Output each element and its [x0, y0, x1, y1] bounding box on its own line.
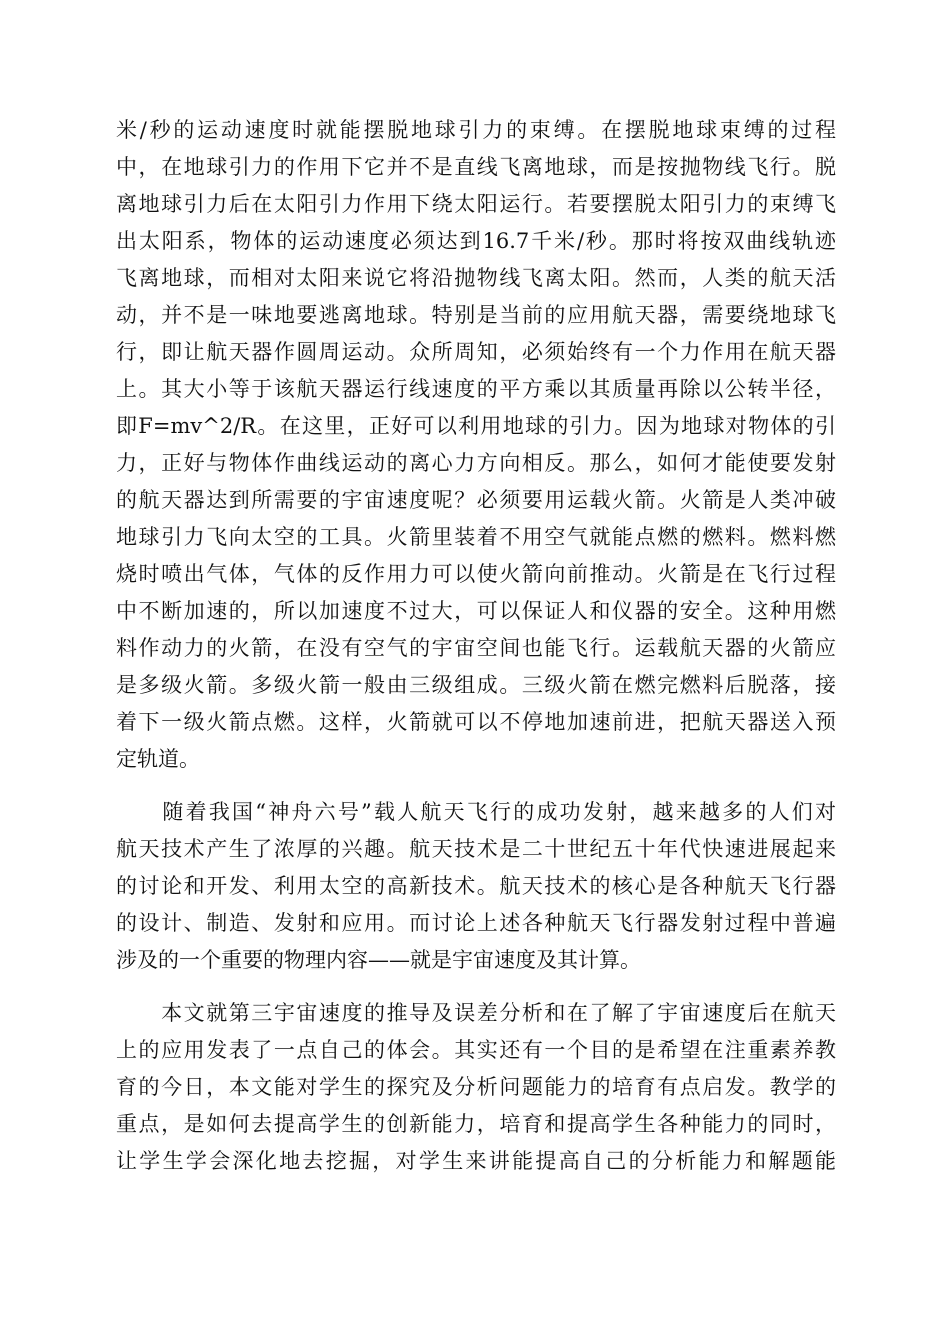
text-line: 上的应用发表了一点自己的体会。其实还有一个目的是希望在注重素养教: [116, 1038, 836, 1062]
text-line: 本文就第三宇宙速度的推导及误差分析和在了解了宇宙速度后在航天: [116, 1001, 836, 1025]
paragraph-spacer: [116, 979, 836, 995]
text-line: 的航天器达到所需要的宇宙速度呢？必须要用运载火箭。火箭是人类冲破: [116, 488, 836, 512]
text-line: 地球引力飞向太空的工具。火箭里装着不用空气就能点燃的燃料。燃料燃: [116, 525, 836, 549]
text-line: 中不断加速的，所以加速度不过大，可以保证人和仪器的安全。这种用燃: [116, 599, 836, 623]
paragraph-spacer: [116, 778, 836, 794]
text-line: 行，即让航天器作圆周运动。众所周知，必须始终有一个力作用在航天器: [116, 340, 836, 364]
text-line: 米/秒的运动速度时就能摆脱地球引力的束缚。在摆脱地球束缚的过程: [116, 118, 836, 142]
text-line: 离地球引力后在太阳引力作用下绕太阳运行。若要摆脱太阳引力的束缚飞: [116, 192, 836, 216]
document-body: [116, 112, 836, 1180]
text-line: 料作动力的火箭，在没有空气的宇宙空间也能飞行。运载航天器的火箭应: [116, 636, 836, 660]
text-line: 即F=mv^2/R。在这里，正好可以利用地球的引力。因为地球对物体的引: [116, 414, 836, 438]
text-line: 中，在地球引力的作用下它并不是直线飞离地球，而是按抛物线飞行。脱: [116, 155, 836, 179]
text-line: 是多级火箭。多级火箭一般由三级组成。三级火箭在燃完燃料后脱落，接: [116, 673, 836, 697]
paragraph-2: [116, 794, 836, 979]
text-line: 出太阳系，物体的运动速度必须达到16.7千米/秒。那时将按双曲线轨迹: [116, 229, 836, 253]
text-line: 力，正好与物体作曲线运动的离心力方向相反。那么，如何才能使要发射: [116, 451, 836, 475]
text-line: 定轨道。: [116, 747, 200, 771]
text-line: 飞离地球，而相对太阳来说它将沿抛物线飞离太阳。然而，人类的航天活: [116, 266, 836, 290]
text-line: 航天技术产生了浓厚的兴趣。航天技术是二十世纪五十年代快速进展起来: [116, 837, 836, 861]
text-line: 育的今日，本文能对学生的探究及分析问题能力的培育有点启发。教学的: [116, 1075, 836, 1099]
text-line: 着下一级火箭点燃。这样，火箭就可以不停地加速前进，把航天器送入预: [116, 710, 836, 734]
text-line: 让学生学会深化地去挖掘，对学生来讲能提高自己的分析能力和解题能: [116, 1149, 836, 1173]
paragraph-1: [116, 112, 836, 778]
text-line: 的设计、制造、发射和应用。而讨论上述各种航天飞行器发射过程中普遍: [116, 911, 836, 935]
text-line: 上。其大小等于该航天器运行线速度的平方乘以其质量再除以公转半径，: [116, 377, 836, 401]
text-line: 烧时喷出气体，气体的反作用力可以使火箭向前推动。火箭是在飞行过程: [116, 562, 836, 586]
text-line: 重点，是如何去提高学生的创新能力，培育和提高学生各种能力的同时，: [116, 1112, 836, 1136]
text-line: 随着我国“神舟六号”载人航天飞行的成功发射，越来越多的人们对: [116, 800, 836, 824]
text-line: 动，并不是一味地要逃离地球。特别是当前的应用航天器，需要绕地球飞: [116, 303, 836, 327]
text-line: 的讨论和开发、利用太空的高新技术。航天技术的核心是各种航天飞行器: [116, 874, 836, 898]
paragraph-3: [116, 995, 836, 1180]
text-line: 涉及的一个重要的物理内容——就是宇宙速度及其计算。: [116, 948, 641, 972]
